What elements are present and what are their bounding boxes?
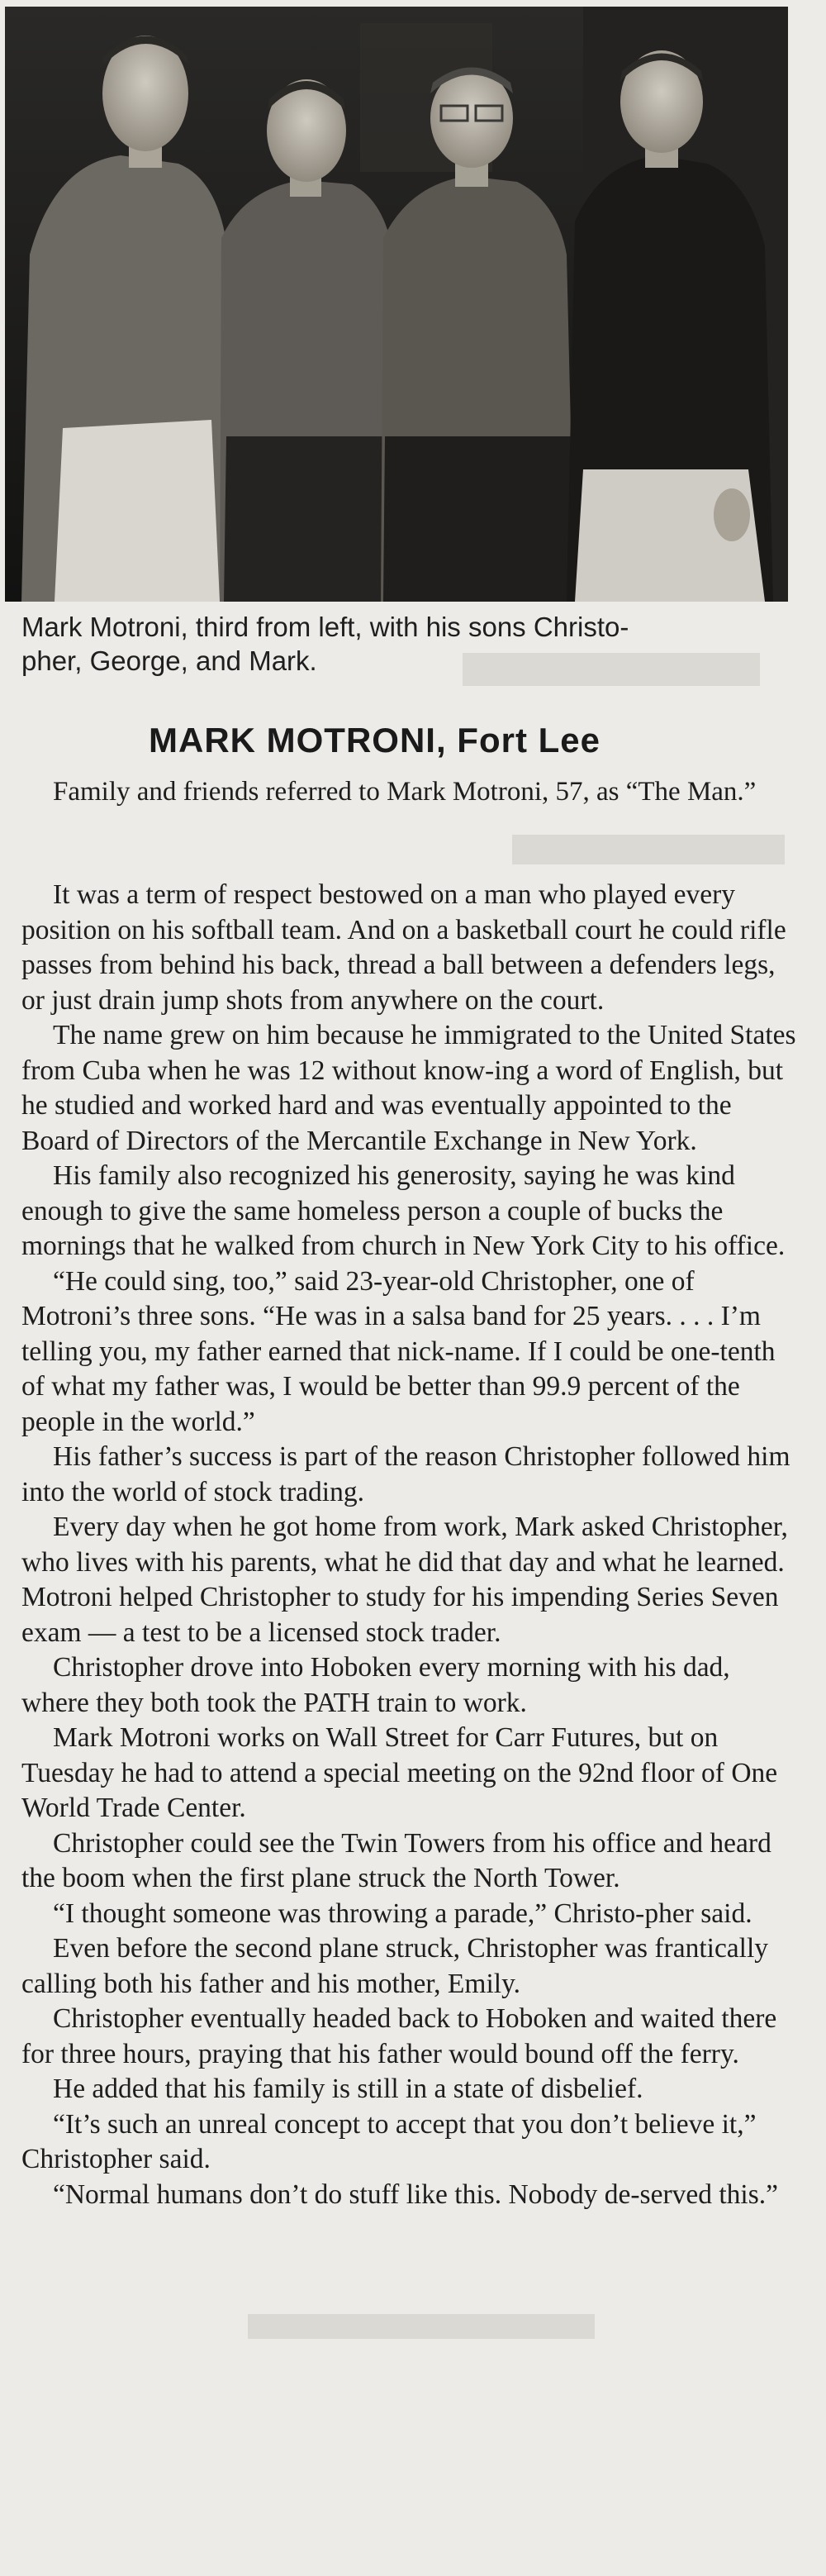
article-paragraph: The name grew on him because he immigrated to the United States from Cuba when he was 12 without know-ing a word of English, but he studied and worked hard and was eventually appointed to the Board of Directors of the Mercantile Exchange in New York.: [21, 1020, 796, 1156]
family-photo-image: [5, 7, 788, 602]
article-body: [21, 878, 798, 2212]
article-paragraph: It was a term of respect bestowed on a man who played every position on his softball team. And on a basketball court he could rifle passes from behind his back, thread a ball between a defenders legs, or just drain jump shots from anywhere on the court.: [21, 879, 786, 1016]
lead-paragraph: [21, 775, 798, 808]
lead-text: Family and friends referred to Mark Motroni, 57, as “The Man.”: [53, 777, 757, 807]
article-paragraph: Mark Motroni works on Wall Street for Carr Futures, but on Tuesday he had to attend a special meeting on the 92nd floor of One World Trade Center.: [21, 1722, 778, 1823]
obituary-headline: MARK MOTRONI, Fort Lee: [149, 721, 601, 759]
article-paragraph: “It’s such an unreal concept to accept that you don’t believe it,” Christopher said.: [21, 2108, 757, 2174]
article-paragraph: He added that his family is still in a state of disbelief.: [53, 2074, 643, 2104]
bleed-through-smudge: [512, 835, 785, 864]
photo-caption: Mark Motroni, third from left, with his sons Christo- pher, George, and Mark.: [21, 612, 629, 676]
family-photo: [5, 7, 788, 602]
article-paragraph: “Normal humans don’t do stuff like this. Nobody de-served this.”: [53, 2178, 779, 2210]
bleed-through-smudge: [463, 653, 760, 686]
article-paragraph: “I thought someone was throwing a parade,” Christo-pher said.: [53, 1897, 752, 1929]
bleed-through-smudge: [248, 2314, 595, 2339]
article-paragraph: “He could sing, too,” said 23-year-old Christopher, one of Motroni’s three sons. “He was in a salsa band for 25 years. . . . I’m telling you, my father earned that nick-name. If I could be one-tenth of what my father was, I would be better than 99.9 percent of the people in the world.”: [21, 1265, 776, 1437]
article-paragraph: Christopher eventually headed back to Hoboken and waited there for three hours, praying that his father would bound off the ferry.: [21, 2003, 777, 2069]
article-paragraph: His father’s success is part of the reason Christopher followed him into the world of stock trading.: [21, 1441, 790, 1507]
article-paragraph: Every day when he got home from work, Mark asked Christopher, who lives with his parents, what he did that day and what he learned. Motroni helped Christopher to study for his impending Series Seven exam — a test to be a licensed stock trader.: [21, 1512, 788, 1648]
article-paragraph: Christopher could see the Twin Towers from his office and heard the boom when the first plane struck the North Tower.: [21, 1827, 771, 1893]
article-paragraph: His family also recognized his generosity, saying he was kind enough to give the same homeless person a couple of bucks the mornings that he walked from church in New York City to his office.: [21, 1160, 786, 1261]
article-paragraph: Christopher drove into Hoboken every morning with his dad, where they both took the PATH train to work.: [21, 1652, 730, 1718]
article-paragraph: Even before the second plane struck, Christopher was frantically calling both his father and his mother, Emily.: [21, 1933, 769, 1999]
